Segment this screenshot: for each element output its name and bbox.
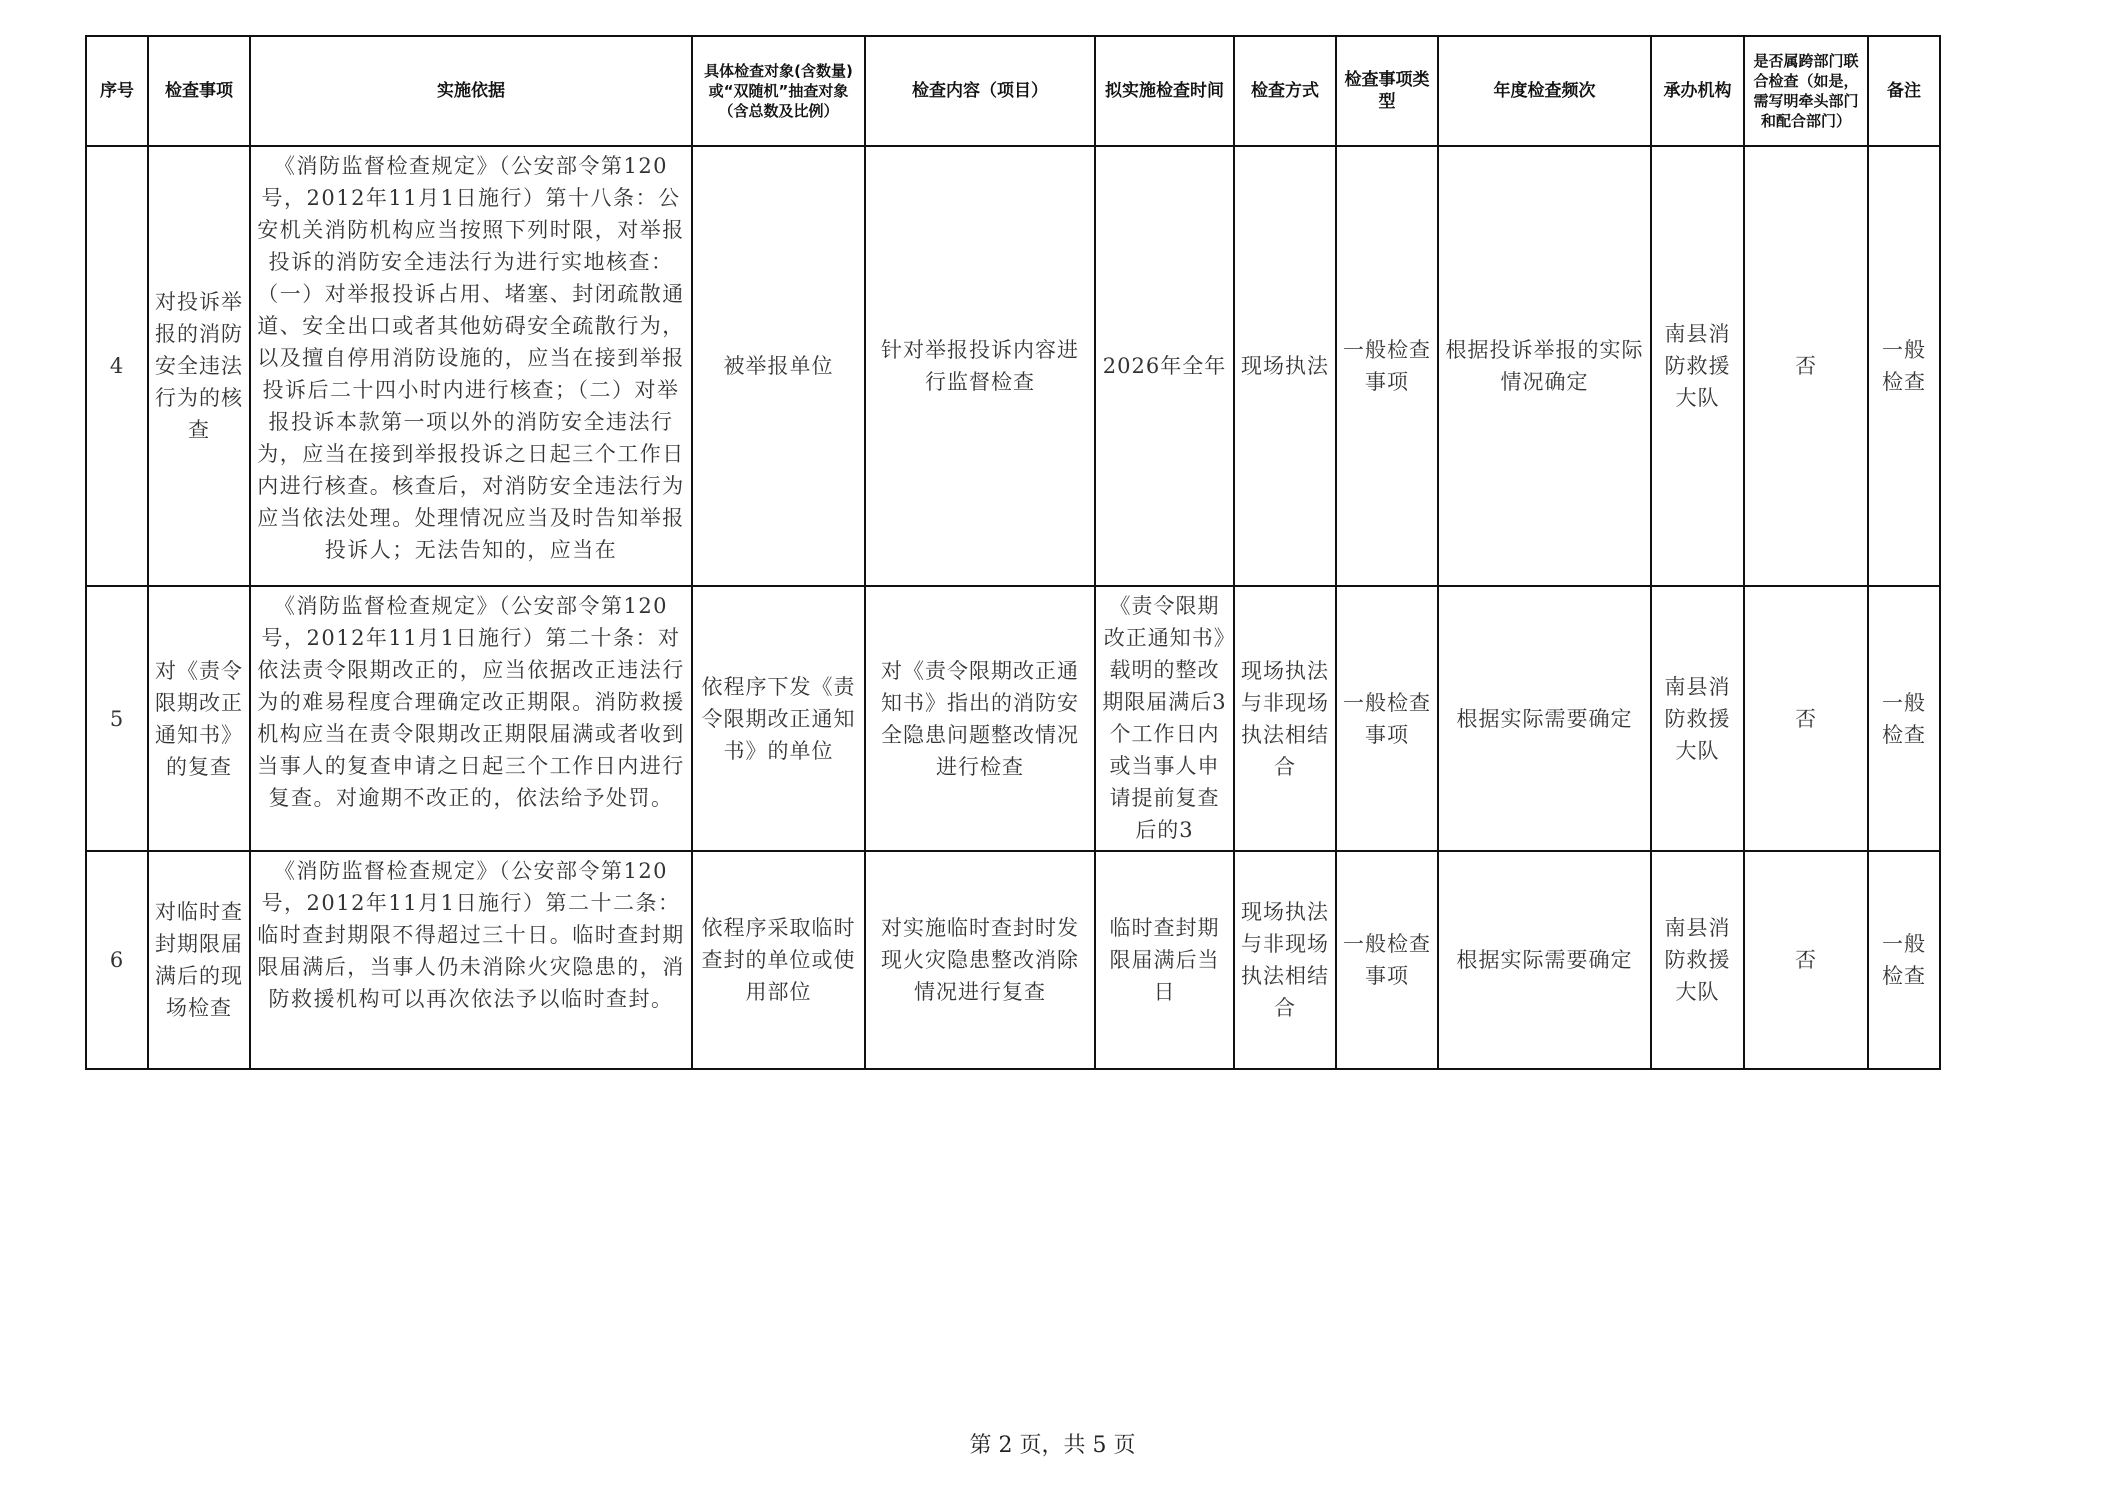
cell-freq: 根据实际需要确定 bbox=[1438, 586, 1651, 851]
header-type: 检查事项类型 bbox=[1336, 36, 1438, 146]
table-header-row bbox=[86, 36, 1940, 146]
cell-note: 一般检查 bbox=[1868, 851, 1940, 1069]
cell-target: 依程序下发《责令限期改正通知书》的单位 bbox=[692, 586, 865, 851]
time-text: 《责令限期改正通知书》载明的整改期限届满后3个工作日内或当事人申请提前复查后的3 bbox=[1102, 593, 1227, 842]
cell-note: 一般检查 bbox=[1868, 146, 1940, 586]
cell-type: 一般检查事项 bbox=[1336, 146, 1438, 586]
header-seq: 序号 bbox=[86, 36, 148, 146]
table-row bbox=[86, 586, 1940, 851]
page-number-footer: 第 2 页，共 5 页 bbox=[969, 1433, 1136, 1458]
basis-text: 《消防监督检查规定》（公安部令第120号，2012年11月1日施行）第二十二条：临时查封期限不得超过三十日。临时查封期限届满后，当事人仍未消除火灾隐患的，消防救援机构可以再次依法予以临时查封。 bbox=[257, 859, 685, 1011]
header-freq: 年度检查频次 bbox=[1438, 36, 1651, 146]
cell-method: 现场执法 bbox=[1234, 146, 1336, 586]
cell-seq: 6 bbox=[86, 851, 148, 1069]
header-item: 检查事项 bbox=[148, 36, 250, 146]
cell-target: 依程序采取临时查封的单位或使用部位 bbox=[692, 851, 865, 1069]
table-row bbox=[86, 146, 1940, 586]
cell-org: 南县消防救援大队 bbox=[1651, 586, 1744, 851]
cell-time: 临时查封期限届满后当日 bbox=[1095, 851, 1234, 1069]
cell-method: 现场执法与非现场执法相结合 bbox=[1234, 851, 1336, 1069]
cell-time: 2026年全年 bbox=[1095, 146, 1234, 586]
cell-item: 对《责令限期改正通知书》的复查 bbox=[148, 586, 250, 851]
cell-content: 对实施临时查封时发现火灾隐患整改消除情况进行复查 bbox=[865, 851, 1095, 1069]
header-method: 检查方式 bbox=[1234, 36, 1336, 146]
cell-freq: 根据实际需要确定 bbox=[1438, 851, 1651, 1069]
basis-text: 《消防监督检查规定》（公安部令第120号，2012年11月1日施行）第十八条：公安机关消防机构应当按照下列时限，对举报投诉的消防安全违法行为进行实地核查：（一）对举报投诉占用、堵塞、封闭疏散通道、安全出口或者其他妨碍安全疏散行为，以及擅自停用消防设施的，应当在接到举报投诉后二十四小时内进行核查；（二）对举报投诉本款第一项以外的消防安全违法行为，应当在接到举报投诉之日起三个工作日内进行核查。核查后，对消防安全违法行为应当依法处理。处理情况应当及时告知举报投诉人；无法告知的，应当在 bbox=[257, 154, 685, 562]
cell-joint: 否 bbox=[1744, 146, 1868, 586]
header-org: 承办机构 bbox=[1651, 36, 1744, 146]
cell-basis bbox=[250, 146, 692, 586]
cell-joint: 否 bbox=[1744, 851, 1868, 1069]
header-content: 检查内容（项目） bbox=[865, 36, 1095, 146]
cell-basis bbox=[250, 851, 692, 1069]
cell-method: 现场执法与非现场执法相结合 bbox=[1234, 586, 1336, 851]
cell-content: 对《责令限期改正通知书》指出的消防安全隐患问题整改情况进行检查 bbox=[865, 586, 1095, 851]
header-target: 具体检查对象(含数量)或“双随机”抽查对象（含总数及比例） bbox=[692, 36, 865, 146]
header-note: 备注 bbox=[1868, 36, 1940, 146]
cell-basis bbox=[250, 586, 692, 851]
cell-item: 对投诉举报的消防安全违法行为的核查 bbox=[148, 146, 250, 586]
cell-type: 一般检查事项 bbox=[1336, 851, 1438, 1069]
cell-time bbox=[1095, 586, 1234, 851]
cell-org: 南县消防救援大队 bbox=[1651, 146, 1744, 586]
cell-note: 一般检查 bbox=[1868, 586, 1940, 851]
cell-seq: 5 bbox=[86, 586, 148, 851]
cell-target: 被举报单位 bbox=[692, 146, 865, 586]
header-basis: 实施依据 bbox=[250, 36, 692, 146]
cell-seq: 4 bbox=[86, 146, 148, 586]
table-row bbox=[86, 851, 1940, 1069]
cell-org: 南县消防救援大队 bbox=[1651, 851, 1744, 1069]
header-joint: 是否属跨部门联合检查（如是，需写明牵头部门和配合部门） bbox=[1744, 36, 1868, 146]
inspection-table bbox=[85, 35, 1941, 1070]
basis-text: 《消防监督检查规定》（公安部令第120号，2012年11月1日施行）第二十条：对依法责令限期改正的，应当依据改正违法行为的难易程度合理确定改正期限。消防救援机构应当在责令限期改正期限届满或者收到当事人的复查申请之日起三个工作日内进行复查。对逾期不改正的，依法给予处罚。 bbox=[257, 593, 685, 810]
cell-freq: 根据投诉举报的实际情况确定 bbox=[1438, 146, 1651, 586]
cell-item: 对临时查封期限届满后的现场检查 bbox=[148, 851, 250, 1069]
cell-content: 针对举报投诉内容进行监督检查 bbox=[865, 146, 1095, 586]
header-time: 拟实施检查时间 bbox=[1095, 36, 1234, 146]
cell-type: 一般检查事项 bbox=[1336, 586, 1438, 851]
cell-joint: 否 bbox=[1744, 586, 1868, 851]
